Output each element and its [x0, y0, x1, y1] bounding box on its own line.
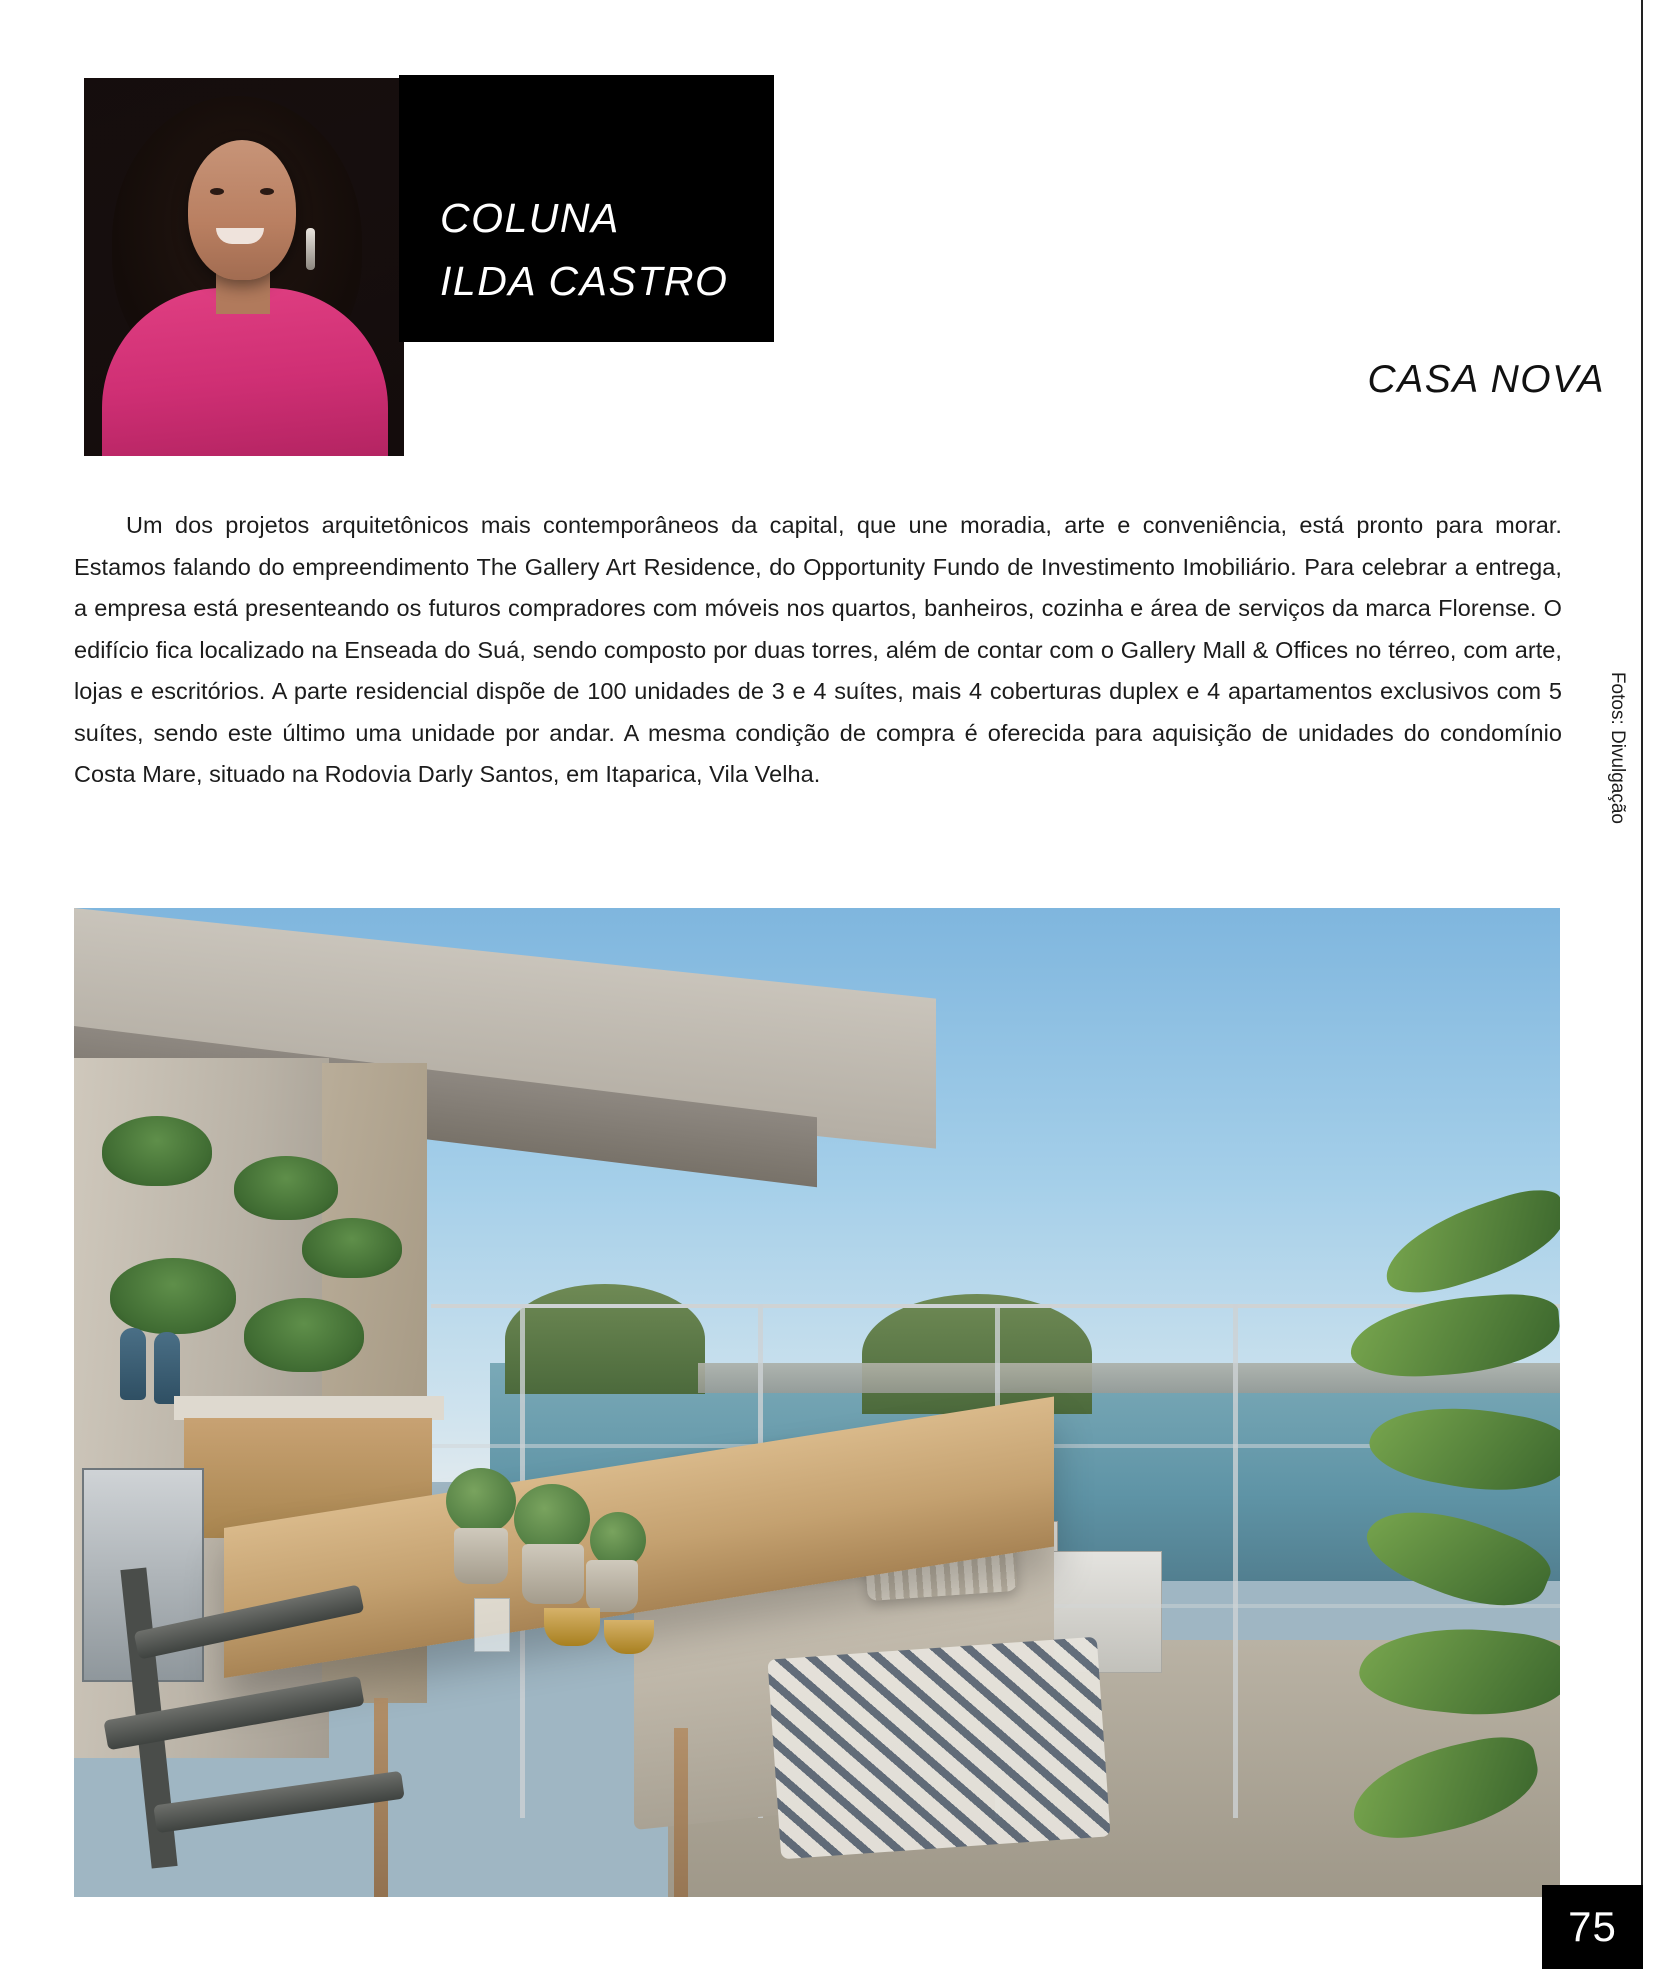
column-title-line-1: COLUNA [440, 195, 620, 241]
photo-hill-right [862, 1294, 1092, 1414]
photo-palm-leaf [1357, 1486, 1558, 1628]
column-title-block [399, 75, 774, 342]
column-title-line-2: ILDA CASTRO [440, 258, 729, 304]
photo-wall-plant [102, 1116, 212, 1186]
photo-palm-leaf [1344, 1729, 1547, 1849]
photo-palm-leaf [1348, 1291, 1560, 1381]
photo-table-leg [674, 1728, 688, 1897]
photo-railing-post [1233, 1304, 1238, 1818]
photo-brass-bowl [544, 1608, 600, 1646]
photo-glass [474, 1598, 510, 1652]
photo-chair [153, 1771, 404, 1834]
article-body [74, 505, 1562, 796]
photo-hill-left [505, 1284, 705, 1394]
photo-table-pot [522, 1544, 584, 1604]
author-photo [84, 78, 404, 456]
photo-counter-top [174, 1396, 444, 1420]
photo-credit: Fotos: Divulgação [1607, 671, 1628, 824]
photo-palm-leaf [1365, 1391, 1560, 1505]
photo-bottle [154, 1332, 180, 1404]
article-paragraph: Um dos projetos arquitetônicos mais contemporâneos da capital, que une moradia, arte e conveniência, está pronto para morar. Estamos falando do empreendimento The Gallery Art Residence, do Opportunity Fundo de Investimento Imobiliário. Para celebrar a entrega, a empresa está presenteando os futuros compradores com móveis nos quartos, banheiros, cozinha e área de serviços da marca Florense. O edifício fica localizado na Enseada do Suá, sendo composto por duas torres, além de contar com o Gallery Mall & Offices no térreo, com arte, lojas e escritórios. A parte residencial dispõe de 100 unidades de 3 e 4 suítes, mais 4 coberturas duplex e 4 apartamentos exclusivos com 5 suítes, sendo este último uma unidade por andar. A mesma condição de compra é oferecida para aquisição de unidades do condomínio Costa Mare, situado na Rodovia Darly Santos, em Itaparica, Vila Velha. [74, 512, 1562, 787]
photo-eye-right [260, 188, 274, 195]
photo-palm-leaf [1374, 1180, 1560, 1305]
photo-table-pot [454, 1528, 508, 1584]
photo-table-pot [586, 1560, 638, 1612]
photo-eye-left [210, 188, 224, 195]
photo-throw-blanket [767, 1637, 1110, 1860]
photo-foreground-palm [1270, 1188, 1560, 1897]
photo-bottle [120, 1328, 146, 1400]
photo-wall-plant [244, 1298, 364, 1372]
section-heading: CASA NOVA [1367, 358, 1605, 401]
photo-wall-plant [302, 1218, 402, 1278]
photo-table-plant [446, 1468, 516, 1534]
column-header [84, 78, 774, 460]
page-number: 75 [1542, 1885, 1643, 1969]
photo-face [188, 140, 296, 280]
photo-earring [306, 228, 315, 270]
main-photo [74, 908, 1560, 1897]
photo-wall-plant [110, 1258, 236, 1334]
photo-palm-leaf [1356, 1617, 1560, 1724]
page-edge-rule [1641, 0, 1654, 1969]
photo-wall-plant [234, 1156, 338, 1220]
